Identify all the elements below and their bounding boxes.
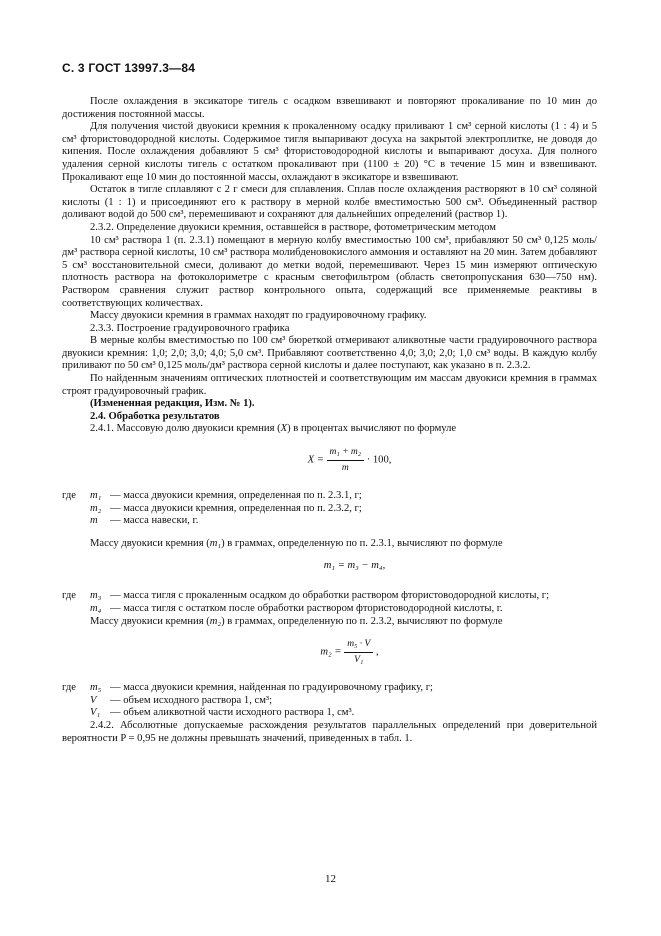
definition-item: m₄ — масса тигля с остатком после обработки раствором фтористоводородной кислоты, г. bbox=[90, 603, 503, 614]
definition-item: где m₃ — масса тигля с прокаленным осадком до обработки раствором фтористоводородной кислоты, г; bbox=[62, 590, 550, 602]
formula-m1: m₁ = m₃ − m₄, bbox=[323, 560, 386, 572]
section-2-3-3-title: 2.3.3. Построение градуировочного графика bbox=[90, 322, 290, 334]
formula-fraction: $\frac{\text{m₅ · V}}{\text{V₁}}$ bbox=[344, 638, 373, 666]
paragraph-residue: Остаток в тигле сплавляют с 2 г смеси для сплавления. Сплав после охлаждения растворяют в 10 см³ соляной кислоты (1 : 1) и присоединяют его к раствору в мерной колбе вместимостью 500 см³. Объединенный раствор доливают водой до 500 см³, перемешивают и сохраняют для дальнейших определений (раствор 1). bbox=[62, 184, 597, 221]
formula-fraction: $\frac{\text{m₁ + m₂}}{m}$ bbox=[327, 446, 365, 474]
paragraph-2-4-1: 2.4.1. Массовую долю двуокиси кремния (X) в процентах вычисляют по формуле bbox=[90, 423, 457, 435]
paragraph-m1: Массу двуокиси кремния (m₁) в граммах, определенную по п. 2.3.1, вычисляют по формуле bbox=[90, 537, 503, 549]
section-2-4-title: 2.4. Обработка результатов bbox=[90, 410, 220, 422]
definition-item: m₂ — масса двуокиси кремния, определенная по п. 2.3.2, г; bbox=[90, 502, 362, 514]
paragraph-build-graph: По найденным значениям оптических плотностей и соответствующим им массам двуокиси кремния в граммах строят градуировочный график. bbox=[62, 373, 597, 397]
paragraph-photometric: 10 см³ раствора 1 (п. 2.3.1) помещают в мерную колбу вместимостью 100 см³, прибавляют 50 см³ 0,125 моль/дм³ раствора серной кислоты, 10 см³ раствора молибденовокислого аммония и оставляют на 20 мин. Затем добавляют 5 см³ восстановительной смеси, доливают до метки водой, перемешивают. Через 15 мин измеряют оптическую плотность раствора на фотоколориметре с красным светофильтром (область светопропускания 630—750 нм). Раствором сравнения служит раствор контрольного опыта, содержащий все применяемые реактивы в соответствующих количествах. bbox=[62, 234, 597, 309]
page-header: С. 3 ГОСТ 13997.3—84 bbox=[62, 61, 196, 75]
formula-m2: m₂ = $\frac{\text{m₅ · V}}{\text{V₁}}$ , bbox=[320, 639, 379, 665]
definitions-list-3 bbox=[62, 682, 597, 720]
definition-item: V — объем исходного раствора 1, см³; bbox=[90, 694, 273, 706]
paragraph-graph-mass: Массу двуокиси кремния в граммах находят по градуировочному графику. bbox=[90, 310, 427, 322]
definition-item: где m₅ — масса двуокиси кремния, найденная по градуировочному графику, г; bbox=[62, 682, 434, 694]
paragraph-calibration: В мерные колбы вместимостью по 100 см³ бюреткой отмеривают аликвотные части градуировочного раствора двуокиси кремния: 1,0; 2,0; 3,0; 4,0; 5,0 см³. Прибавляют соответственно 4,0; 3,0; 2,0; 1,0 см³ воды. В каждую колбу приливают по 50 см³ 0,125 моль/дм³ раствора серной кислоты и далее поступают, как указано в п. 2.3.2. bbox=[62, 335, 597, 372]
paragraph-2-4-2: 2.4.2. Абсолютные допускаемые расхождения результатов параллельных определений при доверительной вероятности P = 0,95 не должны превышать значений, приведенных в табл. 1. bbox=[62, 719, 597, 744]
formula-mass-fraction: X = $\frac{\text{m₁ + m₂}}{m}$ · 100, bbox=[307, 447, 392, 473]
definition-item: m — масса навески, г. bbox=[90, 515, 199, 527]
definition-item: где m₁ — масса двуокиси кремния, определенная по п. 2.3.1, г; bbox=[62, 490, 362, 502]
definition-item: V₁ — объем аликвотной части исходного раствора 1, см³. bbox=[90, 707, 355, 719]
paragraph-cooling: После охлаждения в эксикаторе тигель с осадком взвешивают и повторяют прокаливание по 10 мин до достижения постоянной массы. bbox=[62, 96, 597, 120]
paragraph-pure-silica: Для получения чистой двуокиси кремния к прокаленному осадку приливают 1 см³ серной кислоты (1 : 4) и 5 см³ фтористоводородной кислоты. Содержимое тигля выпаривают досуха на закрытой электроплитке, не доводя до кипения. После охлаждения добавляют 5 см³ фтористоводородной кислоты и выпаривают досуха. Для полного удаления серной кислоты тигель с остатком прокаливают при (1100 ± 20) °С в течение 15 мин и взвешивают. Прокаливают еще 10 мин до постоянной массы, охлаждают в эксикаторе и взвешивают. bbox=[62, 121, 597, 183]
paragraph-m2: Массу двуокиси кремния (m₂) в граммах, определенную по п. 2.3.2, вычисляют по формуле bbox=[90, 615, 503, 627]
amendment-note: (Измененная редакция, Изм. № 1). bbox=[90, 398, 255, 410]
definitions-list-1 bbox=[62, 490, 597, 528]
document-body bbox=[62, 96, 597, 745]
section-2-3-2-title: 2.3.2. Определение двуокиси кремния, оставшейся в растворе, фотометрическим методом bbox=[90, 221, 496, 233]
definitions-list-2 bbox=[62, 590, 597, 615]
page-number: 12 bbox=[325, 873, 336, 885]
